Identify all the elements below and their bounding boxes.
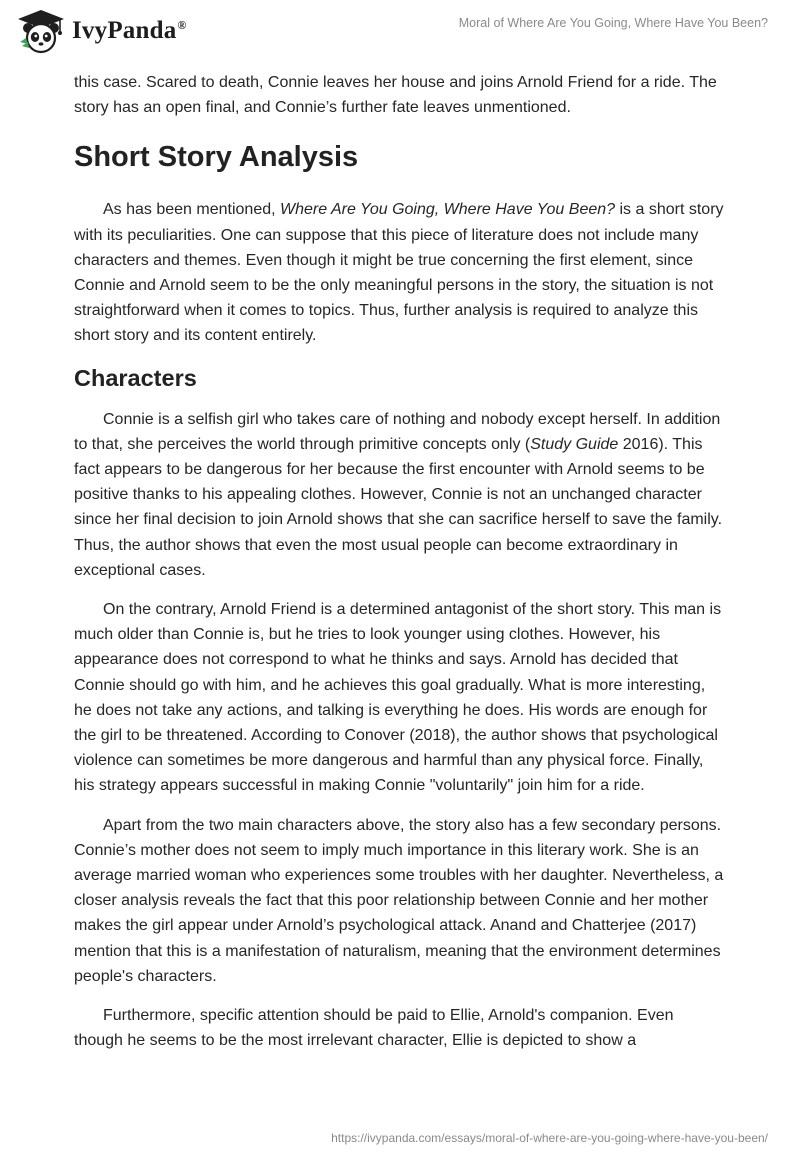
paragraph-continued: this case. Scared to death, Connie leaves her house and joins Arnold Friend for a ride. The story has an open final, and Connie’s further fate leaves unmentioned. [74, 74, 717, 117]
essay-body [74, 70, 726, 1068]
ivypanda-logo[interactable] [16, 8, 187, 54]
paragraph-ellie: Furthermore, specific attention should be paid to Ellie, Arnold's companion. Even though he seems to be the most irrelevant character, Ellie is depicted to show a [74, 1007, 674, 1050]
citation-italic: Study Guide [530, 435, 619, 453]
paragraph-analysis-intro: As has been mentioned, Where Are You Going, Where Have You Been? is a short story with its peculiarities. One can suppose that this piece of literature does not include many characters and themes. Even though it might be true concerning the first element, since Connie and Arnold seem to be the only meaningful persons in the story, the situation is not straightforward when it comes to topics. Thus, further analysis is required to analyze this short story and its content entirely. [74, 201, 724, 345]
subsection-heading-characters: Characters [74, 364, 197, 391]
brand-name: IvyPanda® [72, 17, 187, 44]
section-heading-short-story-analysis: Short Story Analysis [74, 141, 359, 174]
panda-graduate-icon [16, 8, 66, 54]
document-title: Moral of Where Are You Going, Where Have You Been? [458, 16, 768, 30]
paragraph-connie: Connie is a selfish girl who takes care of nothing and nobody except herself. In addition to that, she perceives the world through primitive concepts only (Study Guide 2016). This fact appears to be dangerous for her because the first encounter with Arnold seems to be positive thanks to his appealing clothes. However, Connie is not an unchanged character since her final decision to join Arnold shows that she can sacrifice herself to save the family. Thus, the author shows that even the most usual people can become extraordinary in exceptional cases. [74, 410, 723, 579]
paragraph-secondary-characters: Apart from the two main characters above, the story also has a few secondary persons. Connie’s mother does not seem to imply much importance in this literary work. She is an average married woman who experiences some troubles with her daughter. Nevertheless, a closer analysis reveals the fact that this poor relationship between Connie and her mother makes the girl appear under Arnold’s psychological attack. Anand and Chatterjee (2017) mention that this is a manifestation of naturalism, meaning that the environment determines people's characters. [74, 816, 724, 985]
page-header [0, 0, 800, 60]
paragraph-arnold: On the contrary, Arnold Friend is a determined antagonist of the short story. This man is much older than Connie is, but he tries to look younger using clothes. However, his appearance does not correspond to what he thinks and says. Arnold has decided that Connie should go with him, and he achieves this goal gradually. What is more interesting, he does not take any actions, and talking is everything he does. His words are enough for the girl to be threatened. According to Conover (2018), the author shows that psychological violence can sometimes be more dangerous and harmful than any physical force. Finally, his strategy appears successful in making Connie "voluntarily" join him for a ride. [74, 601, 722, 795]
story-title-italic: Where Are You Going, Where Have You Been? [280, 201, 616, 219]
source-url[interactable]: https://ivypanda.com/essays/moral-of-where-are-you-going-where-have-you-been/ [331, 1131, 768, 1145]
